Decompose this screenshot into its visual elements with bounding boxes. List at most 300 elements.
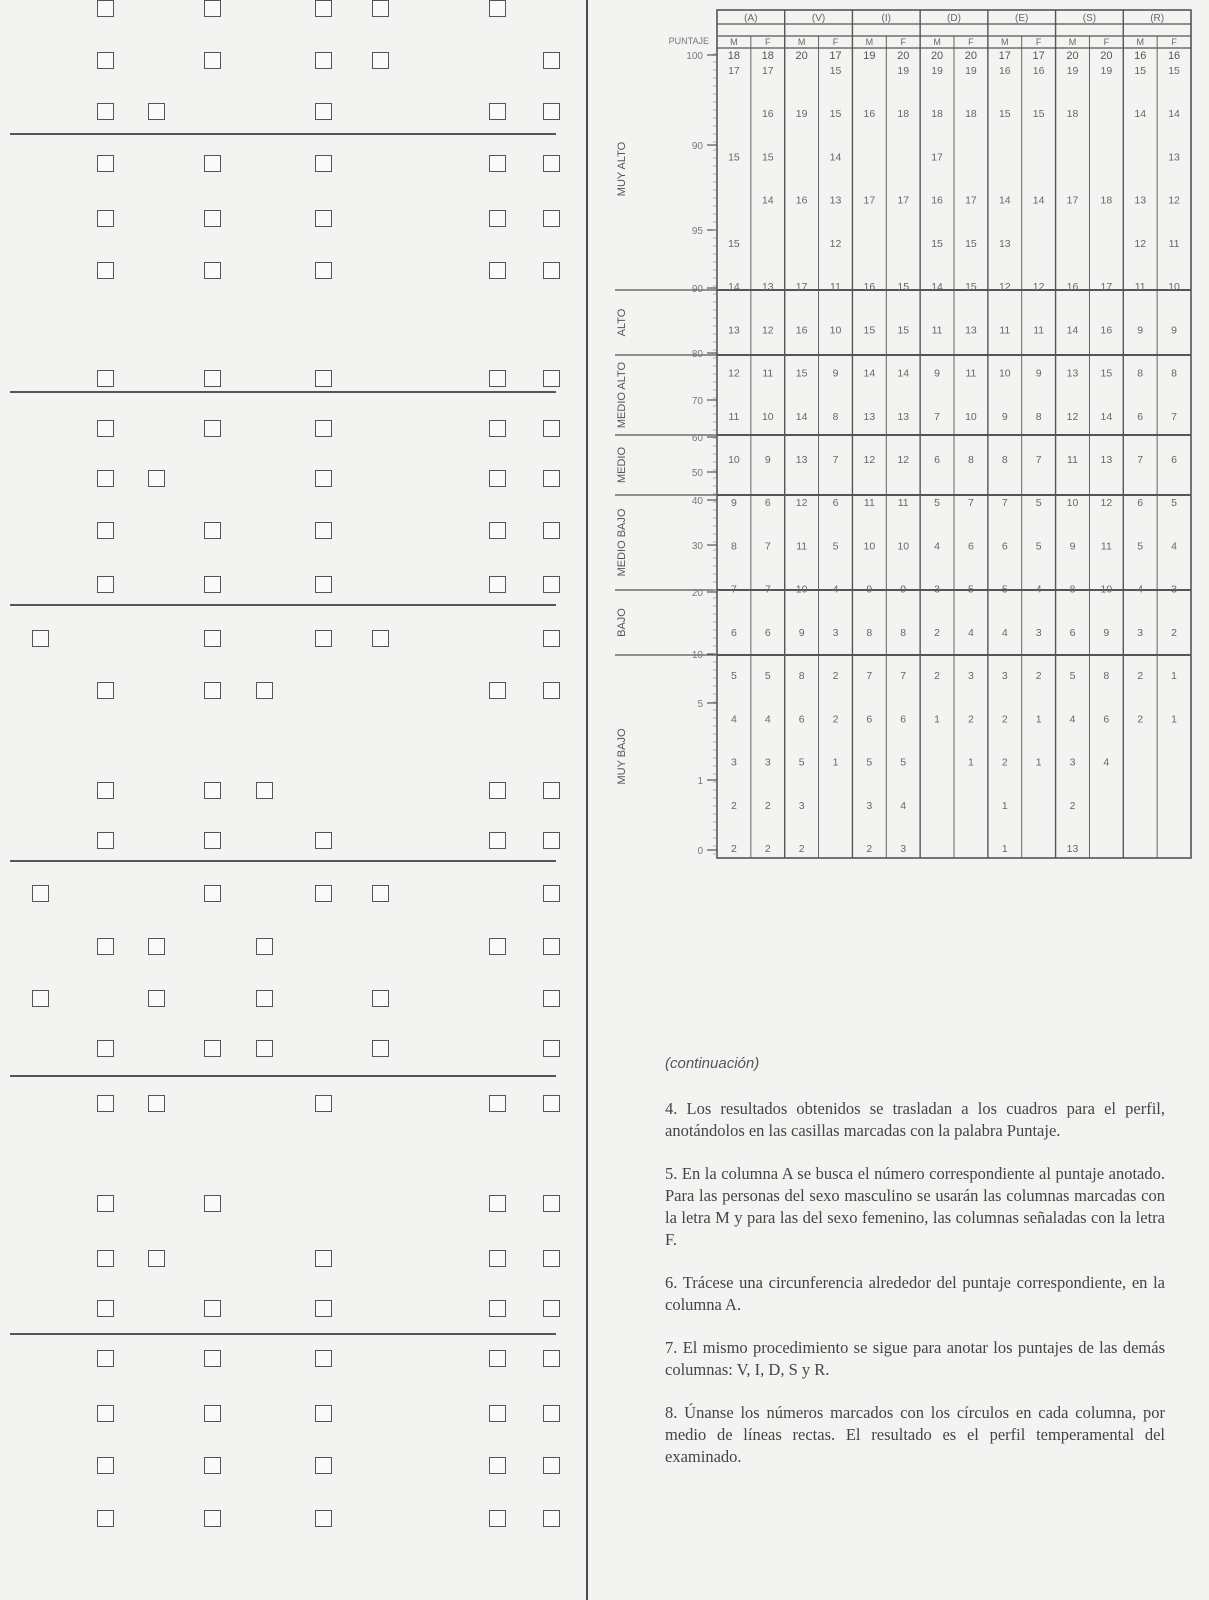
score-value: 9 bbox=[832, 367, 839, 380]
answer-checkbox[interactable] bbox=[97, 155, 114, 172]
answer-checkbox[interactable] bbox=[543, 210, 560, 227]
answer-checkbox[interactable] bbox=[543, 832, 560, 849]
answer-checkbox[interactable] bbox=[543, 103, 560, 120]
score-value: 8 bbox=[1171, 367, 1177, 380]
answer-checkbox[interactable] bbox=[372, 1040, 389, 1057]
answer-checkbox[interactable] bbox=[97, 262, 114, 279]
answer-checkbox[interactable] bbox=[97, 938, 114, 955]
score-value: 18 bbox=[1066, 108, 1079, 121]
max-value: 16 bbox=[1134, 50, 1147, 62]
score-value: 8 bbox=[731, 540, 737, 553]
answer-checkbox[interactable] bbox=[543, 1040, 560, 1057]
answer-checkbox[interactable] bbox=[97, 370, 114, 387]
answer-checkbox[interactable] bbox=[543, 1350, 560, 1367]
answer-checkbox[interactable] bbox=[148, 470, 165, 487]
score-value: 15 bbox=[1134, 65, 1147, 77]
score-value: 12 bbox=[1168, 194, 1180, 207]
sex-label: F bbox=[1035, 37, 1042, 47]
score-value: 17 bbox=[931, 151, 943, 164]
answer-checkbox[interactable] bbox=[315, 370, 332, 387]
score-value: 17 bbox=[965, 194, 977, 207]
answer-checkbox[interactable] bbox=[543, 782, 560, 799]
score-value: 7 bbox=[764, 583, 771, 596]
answer-checkbox[interactable] bbox=[489, 1510, 506, 1527]
score-value: 8 bbox=[866, 626, 873, 639]
answer-checkbox[interactable] bbox=[204, 1457, 221, 1474]
answer-checkbox[interactable] bbox=[204, 52, 221, 69]
answer-checkbox[interactable] bbox=[372, 0, 389, 17]
score-value: 14 bbox=[829, 151, 842, 164]
score-value: 17 bbox=[1066, 194, 1079, 207]
answer-checkbox[interactable] bbox=[372, 52, 389, 69]
score-value: 8 bbox=[1137, 367, 1144, 380]
score-value: 13 bbox=[1168, 151, 1180, 164]
answer-checkbox[interactable] bbox=[97, 470, 114, 487]
score-value: 4 bbox=[934, 540, 940, 553]
score-value: 5 bbox=[1137, 540, 1144, 553]
answer-checkbox[interactable] bbox=[204, 155, 221, 172]
instruction-5: 5. En la columna A se busca el número correspondiente al puntaje anotado. Para las personas del sexo masculino se usarán las columnas marcadas con la letra M y para las del sexo femenino, las columnas señaladas con la letra F. bbox=[665, 1164, 1165, 1249]
centile-label: 0 bbox=[697, 846, 703, 857]
answer-checkbox[interactable] bbox=[204, 782, 221, 799]
score-value: 17 bbox=[728, 65, 740, 77]
score-value: 6 bbox=[866, 713, 873, 726]
answer-checkbox[interactable] bbox=[489, 1195, 506, 1212]
score-value: 14 bbox=[863, 367, 876, 380]
score-value: 4 bbox=[1069, 713, 1076, 726]
score-value: 16 bbox=[998, 65, 1011, 77]
score-value: 11 bbox=[965, 367, 977, 380]
score-value: 10 bbox=[897, 540, 910, 553]
centile-label: 50 bbox=[691, 468, 703, 479]
centile-label: 70 bbox=[691, 396, 703, 407]
answer-checkbox[interactable] bbox=[543, 420, 560, 437]
answer-checkbox[interactable] bbox=[489, 1250, 506, 1267]
score-value: 14 bbox=[931, 281, 943, 294]
score-value: 11 bbox=[897, 497, 909, 510]
score-value: 18 bbox=[897, 108, 910, 121]
instruction-8: 8. Únanse los números marcados con los círculos en cada columna, por medio de líneas rectas. El resultado es el perfil temperamental del examinado. bbox=[665, 1403, 1165, 1466]
centile-label: 5 bbox=[697, 699, 703, 710]
score-value: 19 bbox=[1100, 65, 1113, 77]
answer-checkbox[interactable] bbox=[204, 1195, 221, 1212]
score-value: 15 bbox=[728, 237, 740, 250]
answer-checkbox[interactable] bbox=[256, 990, 273, 1007]
answer-checkbox[interactable] bbox=[543, 1510, 560, 1527]
instruction-4: 4. Los resultados obtenidos se trasladan a los cuadros para el perfil, anotándolos en las casillas marcadas con la palabra Puntaje. bbox=[665, 1099, 1165, 1140]
score-value: 15 bbox=[761, 151, 774, 164]
score-value: 4 bbox=[1103, 756, 1110, 769]
answer-checkbox[interactable] bbox=[543, 262, 560, 279]
answer-checkbox[interactable] bbox=[372, 885, 389, 902]
answer-checkbox[interactable] bbox=[97, 522, 114, 539]
score-value: 2 bbox=[731, 843, 737, 855]
max-value: 16 bbox=[1167, 50, 1181, 62]
answer-checkbox[interactable] bbox=[543, 52, 560, 69]
score-value: 9 bbox=[934, 367, 940, 380]
answer-checkbox[interactable] bbox=[315, 1510, 332, 1527]
score-value: 7 bbox=[866, 670, 873, 683]
answer-checkbox[interactable] bbox=[543, 682, 560, 699]
answer-checkbox[interactable] bbox=[315, 1405, 332, 1422]
answer-checkbox[interactable] bbox=[204, 420, 221, 437]
answer-checkbox[interactable] bbox=[32, 630, 49, 647]
scale-label: (R) bbox=[1150, 13, 1165, 24]
score-value: 2 bbox=[1137, 713, 1144, 726]
answer-checkbox[interactable] bbox=[97, 1350, 114, 1367]
instructions bbox=[665, 1055, 1165, 1489]
answer-checkbox[interactable] bbox=[204, 210, 221, 227]
answer-checkbox[interactable] bbox=[315, 0, 332, 17]
answer-checkbox[interactable] bbox=[97, 1095, 114, 1112]
score-value: 11 bbox=[762, 367, 774, 380]
answer-checkbox[interactable] bbox=[97, 1510, 114, 1527]
score-value: 2 bbox=[798, 843, 805, 855]
score-value: 18 bbox=[965, 108, 977, 121]
score-value: 2 bbox=[1069, 799, 1076, 812]
answer-checkbox[interactable] bbox=[489, 0, 506, 17]
score-value: 15 bbox=[897, 324, 910, 337]
answer-checkbox[interactable] bbox=[204, 0, 221, 17]
score-value: 9 bbox=[1137, 324, 1144, 337]
score-value: 13 bbox=[761, 281, 774, 294]
answer-checkbox[interactable] bbox=[204, 576, 221, 593]
score-value: 8 bbox=[1035, 410, 1042, 423]
answer-checkbox[interactable] bbox=[315, 262, 332, 279]
score-value: 1 bbox=[968, 756, 974, 769]
answer-checkbox[interactable] bbox=[97, 103, 114, 120]
score-value: 6 bbox=[731, 626, 737, 639]
answer-checkbox[interactable] bbox=[256, 1040, 273, 1057]
score-value: 4 bbox=[1137, 583, 1144, 596]
answer-checkbox[interactable] bbox=[315, 470, 332, 487]
score-value: 14 bbox=[998, 194, 1011, 207]
score-value: 2 bbox=[832, 713, 839, 726]
answer-checkbox[interactable] bbox=[489, 782, 506, 799]
answer-checkbox[interactable] bbox=[97, 52, 114, 69]
answer-checkbox[interactable] bbox=[543, 1250, 560, 1267]
score-value: 15 bbox=[897, 281, 910, 294]
score-value: 16 bbox=[863, 108, 876, 121]
score-value: 10 bbox=[829, 324, 842, 337]
answer-checkbox[interactable] bbox=[543, 990, 560, 1007]
score-value: 8 bbox=[968, 454, 974, 466]
score-value: 15 bbox=[965, 237, 977, 250]
score-value: 12 bbox=[1032, 281, 1045, 294]
score-value: 2 bbox=[832, 670, 839, 683]
score-value: 4 bbox=[1171, 540, 1177, 553]
score-value: 14 bbox=[761, 194, 774, 207]
centile-label: 20 bbox=[691, 588, 703, 599]
score-value: 3 bbox=[900, 843, 907, 855]
score-value: 14 bbox=[1032, 194, 1045, 207]
answer-checkbox[interactable] bbox=[315, 522, 332, 539]
centile-label: 90 bbox=[691, 284, 703, 295]
answer-checkbox[interactable] bbox=[315, 420, 332, 437]
band-label: MUY ALTO bbox=[616, 141, 628, 197]
answer-checkbox[interactable] bbox=[148, 1250, 165, 1267]
score-value: 10 bbox=[728, 454, 740, 466]
answer-checkbox[interactable] bbox=[97, 1250, 114, 1267]
score-value: 7 bbox=[1035, 454, 1042, 466]
score-value: 12 bbox=[1134, 237, 1147, 250]
answer-checkbox[interactable] bbox=[372, 630, 389, 647]
answer-checkbox[interactable] bbox=[543, 1095, 560, 1112]
answer-checkbox[interactable] bbox=[148, 938, 165, 955]
answer-checkbox[interactable] bbox=[315, 1095, 332, 1112]
answer-checkbox[interactable] bbox=[256, 938, 273, 955]
score-value: 7 bbox=[731, 583, 737, 596]
score-value: 6 bbox=[1171, 454, 1177, 466]
instruction-6: 6. Trácese una circunferencia alrededor del puntaje correspondiente, en la columna A. bbox=[665, 1273, 1165, 1314]
score-value: 2 bbox=[1001, 713, 1008, 726]
answer-checkbox[interactable] bbox=[148, 1095, 165, 1112]
answer-checkbox[interactable] bbox=[97, 576, 114, 593]
centile-label: 80 bbox=[691, 349, 703, 360]
score-value: 2 bbox=[1137, 670, 1144, 683]
answer-checkbox[interactable] bbox=[97, 1405, 114, 1422]
answer-checkbox[interactable] bbox=[543, 522, 560, 539]
score-value: 17 bbox=[761, 65, 774, 77]
answer-checkbox[interactable] bbox=[204, 1300, 221, 1317]
answer-checkbox[interactable] bbox=[543, 938, 560, 955]
answer-checkbox[interactable] bbox=[489, 155, 506, 172]
answer-sheet bbox=[0, 0, 588, 1600]
score-value: 13 bbox=[897, 410, 910, 423]
score-value: 15 bbox=[728, 151, 740, 164]
score-value: 15 bbox=[931, 237, 943, 250]
score-value: 8 bbox=[1001, 454, 1008, 466]
answer-checkbox[interactable] bbox=[489, 370, 506, 387]
score-value: 9 bbox=[1069, 540, 1076, 553]
answer-checkbox[interactable] bbox=[315, 155, 332, 172]
scale-label: (D) bbox=[947, 13, 961, 24]
score-value: 15 bbox=[829, 65, 842, 77]
answer-checkbox[interactable] bbox=[543, 1195, 560, 1212]
score-value: 5 bbox=[731, 670, 737, 683]
answer-checkbox[interactable] bbox=[315, 1457, 332, 1474]
answer-checkbox[interactable] bbox=[489, 262, 506, 279]
score-value: 11 bbox=[931, 324, 943, 337]
scale-label: (E) bbox=[1015, 13, 1029, 24]
answer-checkbox[interactable] bbox=[489, 1405, 506, 1422]
answer-checkbox[interactable] bbox=[489, 1350, 506, 1367]
answer-checkbox[interactable] bbox=[256, 782, 273, 799]
answer-checkbox[interactable] bbox=[489, 576, 506, 593]
answer-checkbox[interactable] bbox=[489, 420, 506, 437]
score-value: 14 bbox=[1134, 108, 1147, 121]
continuation-label: (continuación) bbox=[665, 1055, 760, 1072]
score-value: 1 bbox=[832, 756, 839, 769]
score-value: 13 bbox=[1066, 367, 1079, 380]
max-value: 20 bbox=[1066, 50, 1079, 62]
answer-checkbox[interactable] bbox=[543, 1405, 560, 1422]
score-value: 3 bbox=[1171, 583, 1177, 596]
score-value: 7 bbox=[1137, 454, 1144, 466]
max-value: 20 bbox=[1100, 50, 1113, 62]
answer-checkbox[interactable] bbox=[543, 885, 560, 902]
score-value: 2 bbox=[934, 670, 940, 683]
answer-checkbox[interactable] bbox=[32, 990, 49, 1007]
max-value: 20 bbox=[795, 50, 808, 62]
score-value: 12 bbox=[728, 367, 740, 380]
score-value: 17 bbox=[897, 194, 910, 207]
score-value: 3 bbox=[731, 756, 737, 769]
answer-checkbox[interactable] bbox=[489, 1300, 506, 1317]
answer-checkbox[interactable] bbox=[97, 0, 114, 17]
answer-checkbox[interactable] bbox=[489, 682, 506, 699]
score-value: 6 bbox=[1001, 540, 1008, 553]
answer-checkbox[interactable] bbox=[204, 1350, 221, 1367]
score-value: 4 bbox=[1001, 626, 1008, 639]
score-value: 13 bbox=[1066, 843, 1079, 855]
score-value: 4 bbox=[900, 799, 907, 812]
score-value: 5 bbox=[1171, 497, 1177, 510]
answer-checkbox[interactable] bbox=[315, 885, 332, 902]
score-value: 2 bbox=[1171, 626, 1177, 639]
score-value: 19 bbox=[1066, 65, 1079, 77]
answer-checkbox[interactable] bbox=[489, 1457, 506, 1474]
score-value: 4 bbox=[1035, 583, 1042, 596]
score-value: 12 bbox=[897, 454, 910, 466]
answer-checkbox[interactable] bbox=[256, 682, 273, 699]
answer-checkbox[interactable] bbox=[204, 885, 221, 902]
answer-checkbox[interactable] bbox=[543, 1457, 560, 1474]
answer-checkbox[interactable] bbox=[489, 103, 506, 120]
score-value: 6 bbox=[1137, 497, 1144, 510]
score-value: 15 bbox=[1100, 367, 1113, 380]
answer-checkbox[interactable] bbox=[315, 1350, 332, 1367]
answer-checkbox[interactable] bbox=[97, 682, 114, 699]
answer-checkbox[interactable] bbox=[97, 1300, 114, 1317]
section-rule bbox=[10, 860, 556, 862]
answer-checkbox[interactable] bbox=[204, 370, 221, 387]
answer-checkbox[interactable] bbox=[315, 103, 332, 120]
answer-checkbox[interactable] bbox=[204, 682, 221, 699]
sex-label: M bbox=[933, 37, 941, 47]
answer-checkbox[interactable] bbox=[489, 832, 506, 849]
band-label: BAJO bbox=[616, 608, 628, 637]
answer-checkbox[interactable] bbox=[372, 990, 389, 1007]
answer-checkbox[interactable] bbox=[97, 210, 114, 227]
score-value: 15 bbox=[829, 108, 842, 121]
score-value: 16 bbox=[931, 194, 943, 207]
answer-checkbox[interactable] bbox=[543, 370, 560, 387]
section-rule bbox=[10, 604, 556, 606]
score-value: 1 bbox=[1035, 756, 1042, 769]
answer-checkbox[interactable] bbox=[97, 1195, 114, 1212]
score-value: 7 bbox=[968, 497, 974, 510]
score-value: 9 bbox=[1001, 410, 1008, 423]
answer-checkbox[interactable] bbox=[543, 630, 560, 647]
answer-checkbox[interactable] bbox=[489, 522, 506, 539]
score-value: 5 bbox=[798, 756, 805, 769]
answer-checkbox[interactable] bbox=[97, 1040, 114, 1057]
answer-checkbox[interactable] bbox=[204, 832, 221, 849]
answer-checkbox[interactable] bbox=[32, 885, 49, 902]
answer-checkbox[interactable] bbox=[148, 990, 165, 1007]
answer-checkbox[interactable] bbox=[97, 1457, 114, 1474]
score-value: 11 bbox=[1168, 237, 1180, 250]
answer-checkbox[interactable] bbox=[204, 262, 221, 279]
score-value: 6 bbox=[832, 497, 839, 510]
answer-checkbox[interactable] bbox=[97, 420, 114, 437]
score-value: 12 bbox=[1066, 410, 1079, 423]
answer-checkbox[interactable] bbox=[489, 1095, 506, 1112]
score-value: 19 bbox=[795, 108, 808, 121]
score-value: 2 bbox=[1035, 670, 1042, 683]
answer-checkbox[interactable] bbox=[315, 832, 332, 849]
score-value: 18 bbox=[1100, 194, 1113, 207]
answer-checkbox[interactable] bbox=[204, 522, 221, 539]
score-value: 5 bbox=[1035, 540, 1042, 553]
answer-checkbox[interactable] bbox=[315, 576, 332, 593]
answer-checkbox[interactable] bbox=[315, 210, 332, 227]
score-value: 9 bbox=[1035, 367, 1042, 380]
score-value: 7 bbox=[832, 454, 839, 466]
score-value: 6 bbox=[900, 713, 907, 726]
answer-checkbox[interactable] bbox=[315, 630, 332, 647]
score-value: 10 bbox=[965, 410, 977, 423]
centile-label: 100 bbox=[686, 51, 703, 62]
score-value: 3 bbox=[934, 583, 940, 596]
score-value: 16 bbox=[863, 281, 876, 294]
band-label: MEDIO BAJO bbox=[616, 508, 628, 577]
answer-checkbox[interactable] bbox=[489, 938, 506, 955]
answer-checkbox[interactable] bbox=[315, 1250, 332, 1267]
score-value: 3 bbox=[798, 799, 805, 812]
score-value: 16 bbox=[1032, 65, 1045, 77]
score-value: 4 bbox=[968, 626, 974, 639]
answer-checkbox[interactable] bbox=[543, 1300, 560, 1317]
score-value: 18 bbox=[931, 108, 943, 121]
answer-checkbox[interactable] bbox=[204, 630, 221, 647]
answer-checkbox[interactable] bbox=[315, 1300, 332, 1317]
score-value: 7 bbox=[934, 410, 940, 423]
score-label: PUNTAJE bbox=[668, 36, 709, 46]
answer-checkbox[interactable] bbox=[204, 1040, 221, 1057]
answer-checkbox[interactable] bbox=[543, 470, 560, 487]
answer-checkbox[interactable] bbox=[204, 1405, 221, 1422]
score-value: 5 bbox=[934, 497, 940, 510]
score-value: 6 bbox=[764, 626, 771, 639]
answer-checkbox[interactable] bbox=[315, 52, 332, 69]
score-value: 12 bbox=[795, 497, 808, 510]
answer-checkbox[interactable] bbox=[489, 470, 506, 487]
sex-label: F bbox=[832, 37, 839, 47]
band-label: ALTO bbox=[616, 308, 628, 337]
score-value: 3 bbox=[968, 670, 974, 683]
answer-checkbox[interactable] bbox=[97, 782, 114, 799]
score-value: 2 bbox=[934, 626, 940, 639]
answer-checkbox[interactable] bbox=[543, 576, 560, 593]
answer-checkbox[interactable] bbox=[148, 103, 165, 120]
score-value: 10 bbox=[795, 583, 808, 596]
score-value: 2 bbox=[764, 799, 771, 812]
answer-checkbox[interactable] bbox=[489, 210, 506, 227]
answer-checkbox[interactable] bbox=[97, 832, 114, 849]
centile-label: 40 bbox=[691, 496, 703, 507]
score-value: 7 bbox=[1001, 497, 1008, 510]
score-value: 10 bbox=[1168, 281, 1180, 294]
score-value: 15 bbox=[1032, 108, 1045, 121]
score-value: 11 bbox=[1100, 540, 1112, 553]
score-value: 6 bbox=[798, 713, 805, 726]
score-value: 12 bbox=[1100, 497, 1113, 510]
answer-checkbox[interactable] bbox=[204, 1510, 221, 1527]
answer-checkbox[interactable] bbox=[543, 155, 560, 172]
score-value: 6 bbox=[1103, 713, 1110, 726]
